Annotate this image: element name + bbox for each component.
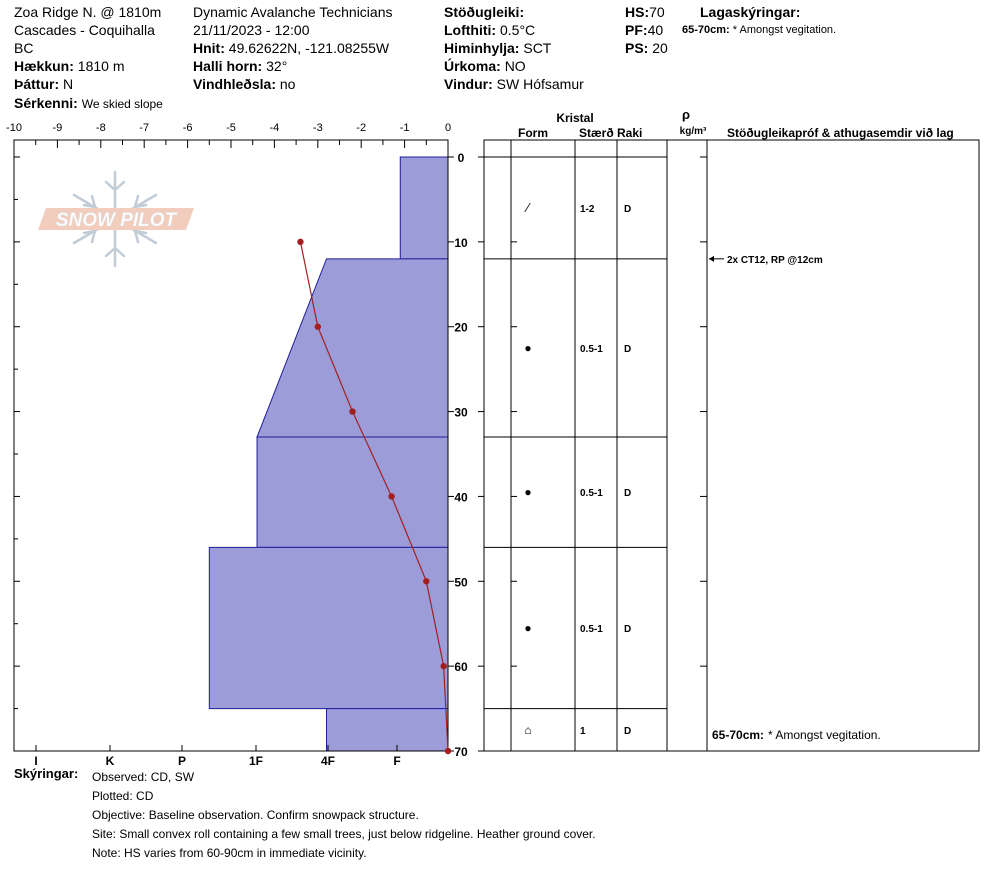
bottom-note-range: 65-70cm: xyxy=(712,728,765,742)
moisture-header: Raki xyxy=(617,126,643,140)
crystal-header: Kristal xyxy=(556,111,594,125)
air-temp-label: Lofthiti: xyxy=(444,22,497,38)
temperature-point-4 xyxy=(423,578,429,584)
test-result: 2x CT12, RP @12cm xyxy=(727,254,823,266)
range-name: Cascades - Coquihalla xyxy=(14,22,155,38)
layer-moisture-0: D xyxy=(624,203,632,215)
layer-moisture-4: D xyxy=(624,725,632,737)
hardness-profile xyxy=(209,157,448,751)
layer-note-range: 65-70cm: xyxy=(682,24,730,36)
wind-value: SW Hófsamur xyxy=(496,76,584,92)
temperature-point-6 xyxy=(445,748,451,754)
test-arrow-icon xyxy=(709,256,714,262)
layer-note-text: * Amongst vegitation. xyxy=(732,24,837,36)
layer-size-0: 1-2 xyxy=(580,203,595,215)
layer-size-3: 0.5-1 xyxy=(580,623,603,635)
depth-tick-label-6: 60 xyxy=(454,660,468,675)
bottom-layer-note xyxy=(712,728,881,742)
depth-tick-label-5: 50 xyxy=(454,575,468,590)
air-temp-value: 0.5°C xyxy=(499,22,536,38)
layer-size-1: 0.5-1 xyxy=(580,343,603,355)
elevation-label: Hækkun: xyxy=(14,58,74,74)
decomposing-fragments-icon: ⁄ xyxy=(526,199,530,215)
hardness-label-0: I xyxy=(34,754,38,768)
depth-tick-label-0: 0 xyxy=(457,151,465,165)
temp-tick-label-10: 0 xyxy=(444,122,452,134)
aspect-value: N xyxy=(63,76,74,92)
wind-label: Vindur: xyxy=(444,76,493,92)
hardness-label-3: 1F xyxy=(248,754,264,768)
observation-datetime: 21/11/2023 - 12:00 xyxy=(193,22,310,38)
hardness-label-2: P xyxy=(177,754,187,768)
elevation-value: 1810 m xyxy=(77,58,125,74)
layer-notes-title: Lagaskýringar: xyxy=(700,4,801,20)
hardness-layer-4 xyxy=(326,709,448,751)
ps-value: 20 xyxy=(652,40,668,56)
hs-label: HS: xyxy=(625,4,650,20)
temp-tick-label-1: -9 xyxy=(52,122,63,134)
footer-notes xyxy=(92,768,596,863)
stability-header: Stöðugleikapróf & athugasemdir við lag xyxy=(727,126,954,140)
organization: Dynamic Avalanche Technicians xyxy=(193,4,393,20)
density-unit: kg/m³ xyxy=(679,126,707,137)
depth-tick-label-1: 10 xyxy=(454,235,468,250)
density-symbol: ρ xyxy=(681,107,691,122)
snowpilot-logo xyxy=(38,172,194,266)
logo-text: SNOW PILOT xyxy=(55,210,177,231)
sky-value: SCT xyxy=(523,40,552,56)
rounded-grains-icon: ● xyxy=(524,620,532,635)
wind-loading-label: Vindhleðsla: xyxy=(193,76,276,92)
layer-size-4: 1 xyxy=(580,725,586,737)
ps-label: PS: xyxy=(625,40,649,56)
footer-line-note: Note: HS varies from 60-90cm in immediate vicinity. xyxy=(92,846,367,860)
region-name: BC xyxy=(14,40,34,56)
sky-label: Himinhylja: xyxy=(444,40,520,56)
stability-test xyxy=(709,255,823,266)
slope-value: 32° xyxy=(266,58,288,74)
temp-tick-label-5: -5 xyxy=(226,122,236,134)
hardness-layer-2 xyxy=(257,437,448,547)
layer-size-2: 0.5-1 xyxy=(580,488,603,500)
features-label: Sérkenni: xyxy=(14,95,78,111)
temp-tick-label-4: -6 xyxy=(182,122,193,134)
temperature-axis xyxy=(6,122,451,148)
temp-tick-label-7: -3 xyxy=(312,122,323,134)
temperature-point-0 xyxy=(297,239,303,245)
depth-tick-label-3: 30 xyxy=(454,405,468,420)
layer-moisture-1: D xyxy=(624,343,632,355)
layer-moisture-2: D xyxy=(624,488,632,500)
temperature-point-5 xyxy=(440,663,446,669)
precip-label: Úrkoma: xyxy=(444,58,501,74)
footer-line-observed: Observed: CD, SW xyxy=(92,770,195,784)
hs-value: 70 xyxy=(649,4,665,20)
rounded-grains-icon: ● xyxy=(524,485,532,500)
coords-value: 49.62622N, -121.08255W xyxy=(228,40,390,56)
temperature-point-1 xyxy=(315,324,321,330)
layer-moisture-3: D xyxy=(624,623,632,635)
coords-label: Hnit: xyxy=(193,40,225,56)
depth-tick-label-4: 40 xyxy=(454,490,468,505)
table-frame xyxy=(484,140,979,751)
features-value: We skied slope xyxy=(81,97,163,111)
hardness-label-4: 4F xyxy=(320,754,336,768)
temp-tick-label-2: -8 xyxy=(95,122,106,134)
temperature-point-3 xyxy=(388,493,394,499)
hardness-label-5: F xyxy=(393,754,401,768)
footer-line-site: Site: Small convex roll containing a few small trees, just below ridgeline. Heather ground cover. xyxy=(92,827,596,841)
depth-tick-label-7: 70 xyxy=(454,745,468,759)
footer-line-plotted: Plotted: CD xyxy=(92,789,154,803)
location-title: Zoa Ridge N. @ 1810m xyxy=(14,4,162,20)
pf-label: PF: xyxy=(625,22,648,38)
bottom-note-text: * Amongst vegitation. xyxy=(768,728,881,742)
temp-tick-label-9: -1 xyxy=(399,122,410,134)
temp-tick-label-8: -2 xyxy=(356,122,367,134)
temp-tick-label-6: -4 xyxy=(269,122,280,134)
hardness-label-1: K xyxy=(105,754,115,768)
size-header: Stærð xyxy=(579,126,614,140)
stability-label: Stöðugleiki: xyxy=(444,4,525,20)
wind-loading-value: no xyxy=(279,76,296,92)
temp-tick-label-3: -7 xyxy=(139,122,150,134)
precip-value: NO xyxy=(504,58,526,74)
temp-tick-label-0: -10 xyxy=(6,122,22,134)
footer-label: Skýringar: xyxy=(14,766,79,781)
footer-line-objective: Objective: Baseline observation. Confirm snowpack structure. xyxy=(92,808,419,822)
depth-tick-label-2: 20 xyxy=(454,320,468,335)
hardness-layer-0 xyxy=(400,157,448,259)
form-header: Form xyxy=(518,126,548,140)
slope-label: Halli horn: xyxy=(193,58,263,74)
pf-value: 40 xyxy=(647,22,664,38)
aspect-label: Þáttur: xyxy=(14,76,60,92)
temperature-point-2 xyxy=(349,408,355,414)
table-depth-ticks xyxy=(478,157,707,751)
rounded-grains-icon: ● xyxy=(524,340,532,355)
depth-hoar-icon: ⌂ xyxy=(524,722,532,737)
hardness-layer-3 xyxy=(209,547,448,708)
layer-table xyxy=(478,107,979,751)
